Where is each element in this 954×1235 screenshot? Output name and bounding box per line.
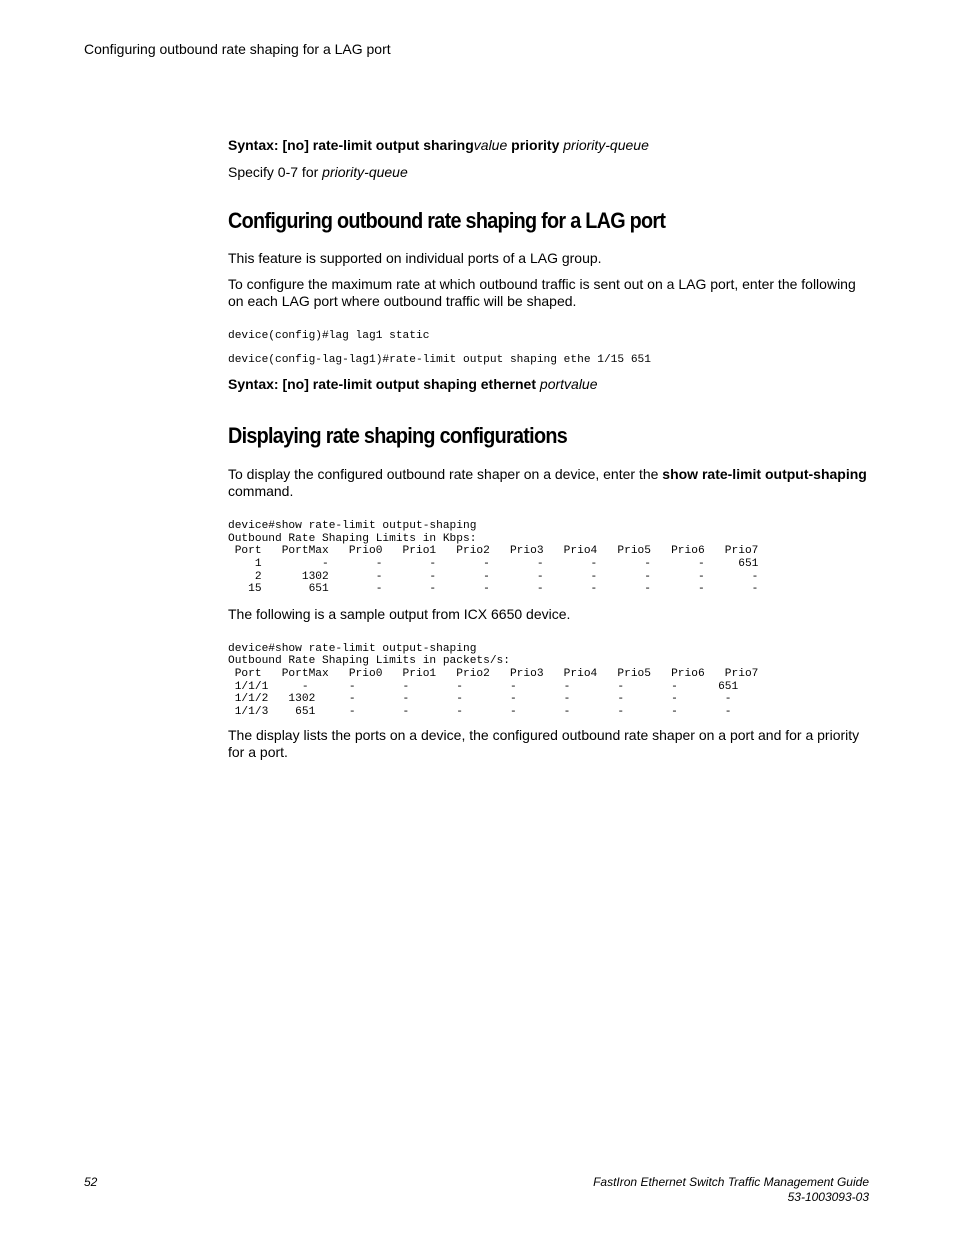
syntax-shaping-value: portvalue (539, 376, 598, 393)
lag-para-1: This feature is supported on individual ports of a LAG group. (228, 250, 602, 266)
closing-para: The display lists the ports on a device, the configured outbound rate shaper on a port and for a priority for a port. (228, 727, 860, 761)
page-content (228, 137, 868, 770)
sample-note: The following is a sample output from ICX 6650 device. (228, 605, 571, 622)
syntax-sharing-mid: priority (507, 137, 564, 153)
specify-note (228, 164, 868, 181)
section-heading-lag: Configuring outbound rate shaping for a LAG port (228, 208, 666, 233)
display-intro-text: To display the configured outbound rate shaper on a device, enter the (228, 466, 663, 483)
output-kbps: device#show rate-limit output-shaping Outbound Rate Shaping Limits in Kbps: Port PortMax Prio0 Prio1 Prio2 Prio3 Prio4 Prio5 Prio6 Prio7 1 - - - - - - - - 651 2 1302 - - - - - - - - 15 651 - - - - - - - - (228, 520, 759, 596)
page-number: 52 (84, 1175, 98, 1189)
footer-meta (593, 1175, 869, 1205)
lag-code-line-2: device(config-lag-lag1)#rate-limit output shaping ethe 1/15 651 (228, 353, 651, 366)
syntax-sharing-queue: priority-queue (563, 137, 649, 153)
lag-code-line-1: device(config)#lag lag1 static (228, 330, 430, 342)
doc-number: 53-1003093-03 (787, 1190, 869, 1204)
display-intro (228, 466, 868, 500)
guide-title: FastIron Ethernet Switch Traffic Management Guide (593, 1175, 869, 1189)
display-intro-end: command. (228, 483, 294, 500)
section-heading-display: Displaying rate shaping configurations (228, 423, 567, 449)
display-intro-command: show rate-limit output-shaping (662, 466, 867, 483)
syntax-sharing-value: value (473, 137, 508, 153)
syntax-sharing-label: Syntax: [no] rate-limit output sharing (228, 137, 474, 153)
syntax-shaping-label: Syntax: [no] rate-limit output shaping ethernet (228, 376, 540, 393)
output-packets: device#show rate-limit output-shaping Outbound Rate Shaping Limits in packets/s: Port PortMax Prio0 Prio1 Prio2 Prio3 Prio4 Prio5 Prio6 Prio7 1/1/1 - - - - - - - - 651 1/1/2 1302 - - - - - - - - 1/1/3 651 - - - - - - - - (228, 642, 759, 718)
specify-note-text: Specify 0-7 for (228, 164, 323, 180)
syntax-sharing (228, 137, 868, 154)
specify-note-italic: priority-queue (322, 164, 408, 180)
lag-para-2: To configure the maximum rate at which outbound traffic is sent out on a LAG port, enter the following on each LAG port where outbound traffic will be shaped. (228, 276, 856, 309)
syntax-shaping (228, 376, 868, 393)
running-header: Configuring outbound rate shaping for a LAG port (84, 41, 391, 57)
